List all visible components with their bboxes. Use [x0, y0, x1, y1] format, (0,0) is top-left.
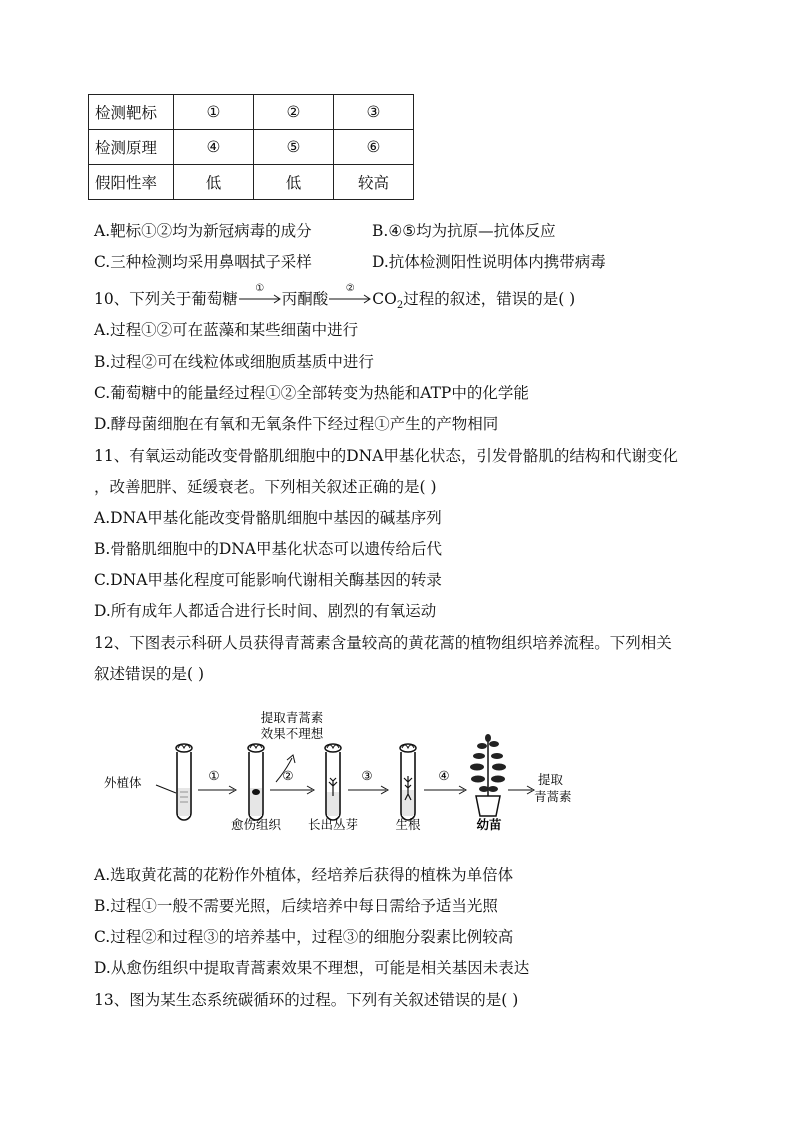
table-row — [89, 95, 414, 130]
q9-option-b: B.④⑤均为抗原—抗体反应 — [372, 222, 556, 240]
detection-table — [88, 94, 414, 200]
tissue-culture-figure — [0, 700, 794, 850]
step-label-1: ① — [208, 768, 220, 783]
q10-stem-suffix: 过程的叙述，错误的是( ) — [403, 290, 576, 308]
q11-stem-line2: ，改善肥胖、延缓衰老。下列相关叙述正确的是( ) — [94, 478, 437, 496]
co2-text: CO — [372, 290, 397, 308]
step-label-3: ③ — [361, 768, 373, 783]
arrow-label-2: ② — [345, 283, 355, 294]
q9-option-d: D.抗体检测阳性说明体内携带病毒 — [372, 253, 606, 271]
extract-top-label-1: 提取青蒿素 — [260, 710, 324, 725]
arrow-label-1: ① — [255, 283, 265, 294]
step-label-4: ④ — [438, 768, 450, 783]
step-label-2: ② — [282, 768, 294, 783]
explant-pointer — [156, 785, 176, 793]
table-cell: ⑥ — [334, 130, 414, 165]
row-header: 检测原理 — [89, 130, 174, 165]
table-cell: 较高 — [334, 165, 414, 200]
extract-end-label-2: 青蒿素 — [534, 789, 572, 804]
row-header: 检测靶标 — [89, 95, 174, 130]
table-cell: ② — [254, 95, 334, 130]
reaction-arrow-1 — [238, 283, 282, 307]
table-cell: ③ — [334, 95, 414, 130]
q10-option-a: A.过程①②可在蓝藻和某些细菌中进行 — [94, 321, 359, 339]
explant-label: 外植体 — [104, 775, 142, 790]
co2-subscript: 2 — [396, 300, 404, 312]
q11-stem-line1: 11、有氧运动能改变骨骼肌细胞中的DNA甲基化状态，引发骨骼肌的结构和代谢变化 — [94, 447, 678, 465]
table-cell: ⑤ — [254, 130, 334, 165]
q10-stem-prefix: 10、下列关于葡萄糖 — [94, 290, 238, 308]
table-cell: ① — [174, 95, 254, 130]
q12-option-d: D.从愈伤组织中提取青蒿素效果不理想，可能是相关基因未表达 — [94, 959, 530, 977]
row-header: 假阳性率 — [89, 165, 174, 200]
q9-option-c: C.三种检测均采用鼻咽拭子采样 — [94, 253, 312, 271]
seedling-label: 幼苗 — [476, 817, 502, 832]
q12-option-b: B.过程①一般不需要光照，后续培养中每日需给予适当光照 — [94, 897, 498, 915]
table-cell: 低 — [254, 165, 334, 200]
table-row — [89, 130, 414, 165]
q10-option-b: B.过程②可在线粒体或细胞质基质中进行 — [94, 353, 374, 371]
test-tube-4-roots — [400, 744, 416, 820]
q12-option-c: C.过程②和过程③的培养基中，过程③的细胞分裂素比例较高 — [94, 928, 514, 946]
q12-option-a: A.选取黄花蒿的花粉作外植体，经培养后获得的植株为单倍体 — [94, 866, 514, 884]
q10-stem-mid: 丙酮酸 — [281, 290, 329, 308]
shoots-label: 长出丛芽 — [307, 817, 359, 832]
test-tube-1 — [176, 744, 192, 820]
table-row — [89, 165, 414, 200]
table-cell: 低 — [174, 165, 254, 200]
callus-label: 愈伤组织 — [230, 817, 282, 832]
q10-stem — [94, 283, 576, 316]
q10-option-d: D.酵母菌细胞在有氧和无氧条件下经过程①产生的产物相同 — [94, 415, 499, 433]
q12-stem-line1: 12、下图表示科研人员获得青蒿素含量较高的黄花蒿的植物组织培养流程。下列相关 — [94, 634, 672, 652]
q11-option-c: C.DNA甲基化程度可能影响代谢相关酶基因的转录 — [94, 571, 442, 589]
extract-end-label-1: 提取 — [538, 772, 564, 787]
q10-option-c: C.葡萄糖中的能量经过程①②全部转变为热能和ATP中的化学能 — [94, 384, 529, 402]
q12-stem-line2: 叙述错误的是( ) — [94, 665, 205, 683]
reaction-arrow-2 — [328, 283, 372, 307]
q11-option-a: A.DNA甲基化能改变骨骼肌细胞中基因的碱基序列 — [94, 509, 442, 527]
table-cell: ④ — [174, 130, 254, 165]
q9-option-a: A.靶标①②均为新冠病毒的成分 — [94, 222, 312, 240]
test-tube-2-callus — [248, 744, 264, 820]
test-tube-3-shoots — [325, 744, 341, 820]
seedling-pot — [470, 734, 506, 816]
extract-top-label-2: 效果不理想 — [260, 726, 324, 741]
q13-stem: 13、图为某生态系统碳循环的过程。下列有关叙述错误的是( ) — [94, 991, 519, 1009]
roots-label: 生根 — [395, 817, 421, 832]
q11-option-b: B.骨骼肌细胞中的DNA甲基化状态可以遗传给后代 — [94, 540, 443, 558]
q11-option-d: D.所有成年人都适合进行长时间、剧烈的有氧运动 — [94, 602, 437, 620]
